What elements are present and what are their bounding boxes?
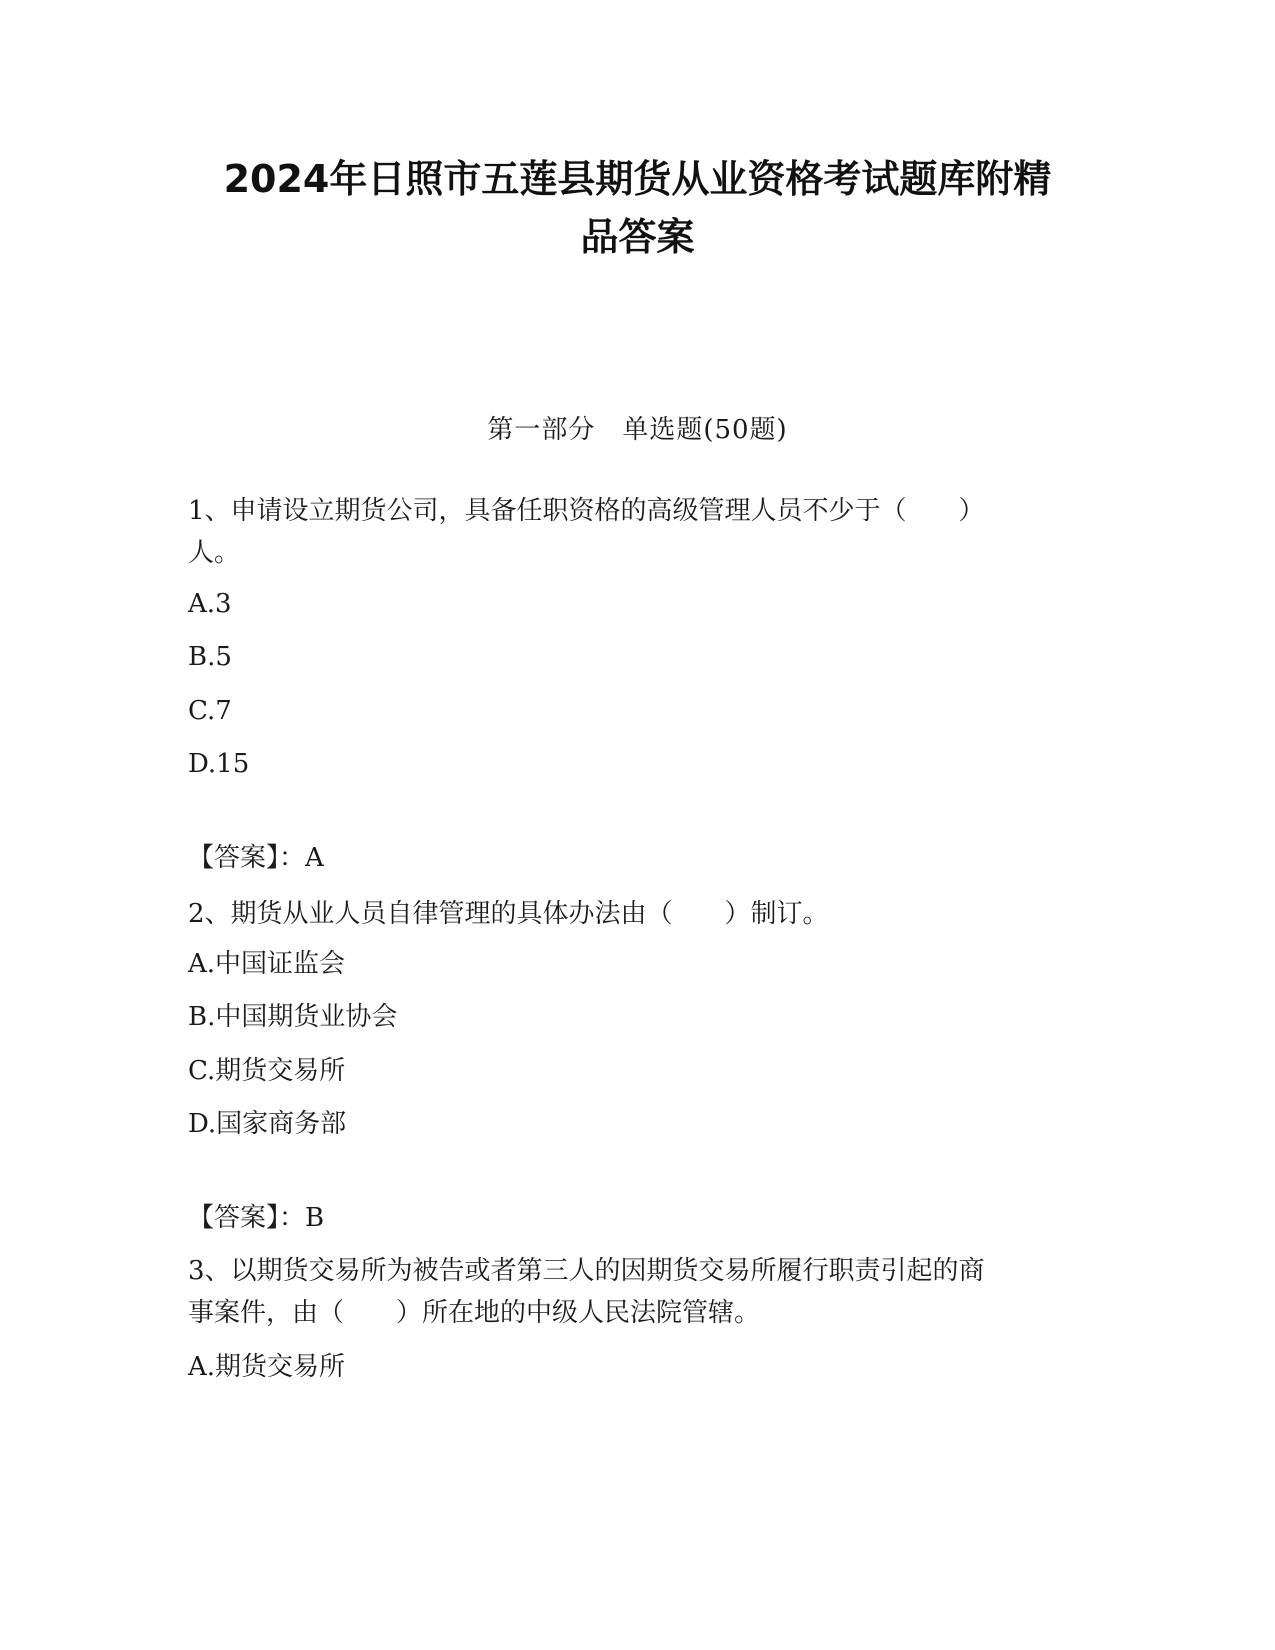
answer-separator: ：	[279, 1203, 306, 1233]
question-2-line-1: 2、期货从业人员自律管理的具体办法由（ ）制订。	[188, 899, 829, 929]
title-line-2: 品答案	[580, 215, 695, 259]
question-1-option-a: A.3	[188, 589, 232, 619]
answer-label: 【答案】	[188, 1203, 280, 1233]
question-2-option-b: B.中国期货业协会	[188, 1002, 398, 1032]
title-line-1: 2024年日照市五莲县期货从业资格考试题库附精	[223, 157, 1052, 201]
question-2-answer	[188, 1200, 324, 1236]
question-3-option-a: A.期货交易所	[188, 1352, 346, 1382]
answer-value: B	[305, 1203, 325, 1233]
question-1-line-2: 人。	[188, 538, 241, 568]
question-2-option-a: A.中国证监会	[188, 949, 346, 979]
question-1-text	[188, 490, 1088, 574]
question-1-line-1: 1、申请设立期货公司，具备任职资格的高级管理人员不少于（ ）	[188, 496, 985, 526]
question-3-line-1: 3、以期货交易所为被告或者第三人的因期货交易所履行职责引起的商	[188, 1256, 985, 1286]
answer-value: A	[305, 843, 324, 873]
question-2-text	[188, 893, 1088, 935]
question-1-answer	[188, 840, 324, 876]
document-title	[180, 150, 1095, 266]
question-1-option-d: D.15	[188, 749, 250, 779]
question-2-option-c: C.期货交易所	[188, 1056, 346, 1086]
question-2-option-d: D.国家商务部	[188, 1109, 347, 1139]
question-3-line-2: 事案件，由（ ）所在地的中级人民法院管辖。	[188, 1298, 761, 1328]
question-3-text	[188, 1250, 1088, 1334]
question-1-option-b: B.5	[188, 642, 232, 672]
answer-separator: ：	[279, 843, 306, 873]
question-1-option-c: C.7	[188, 696, 232, 726]
section-heading: 第一部分 单选题(50题)	[487, 415, 788, 445]
answer-label: 【答案】	[188, 843, 280, 873]
